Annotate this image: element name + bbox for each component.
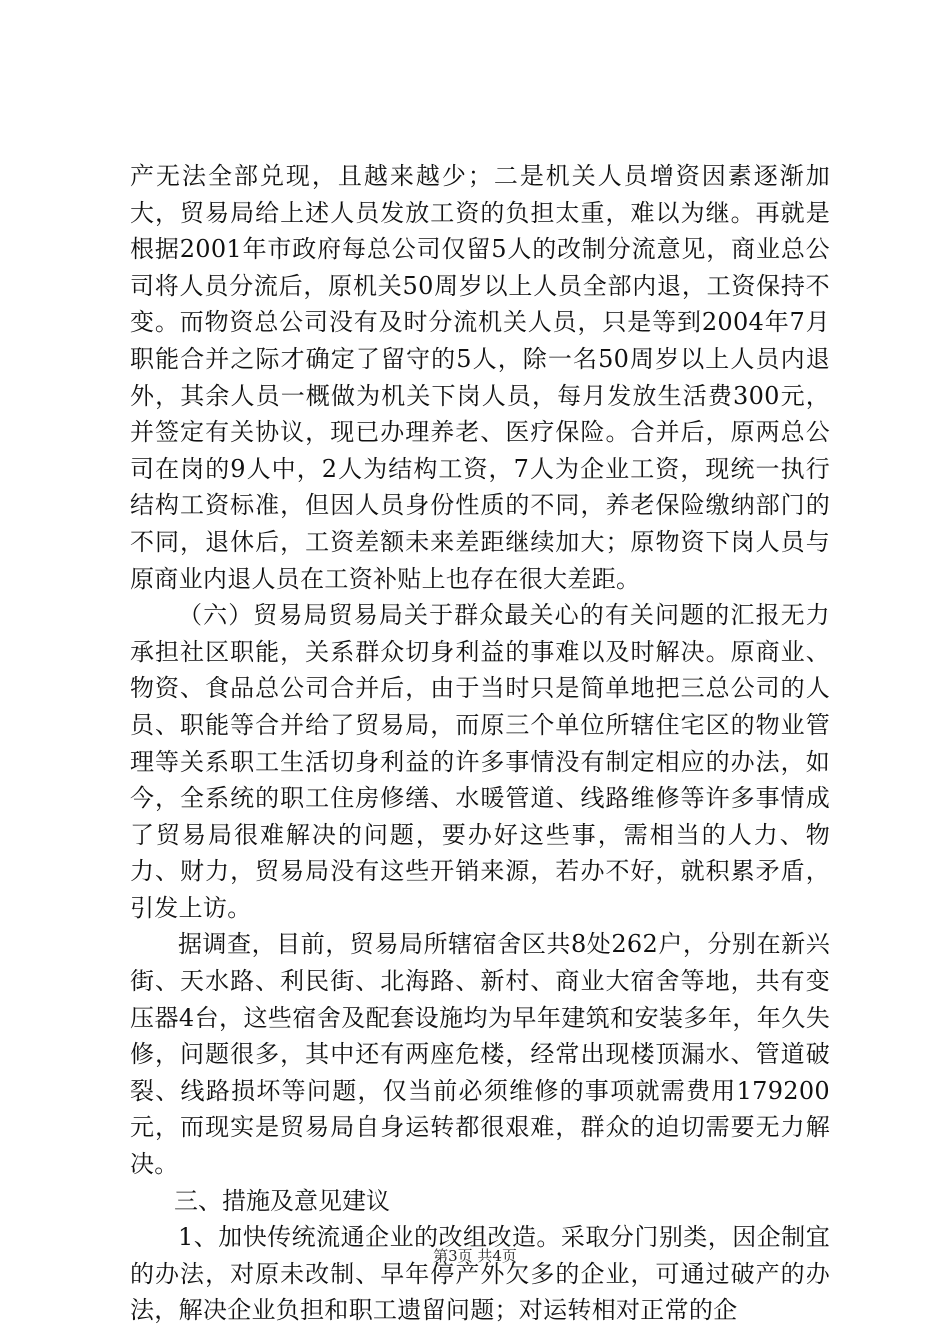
document-body	[130, 158, 830, 1329]
paragraph-dormitory-survey: 据调查，目前，贸易局所辖宿舍区共8处262户，分别在新兴街、天水路、利民街、北海路、新村、商业大宿舍等地，共有变压器4台，这些宿舍及配套设施均为早年建筑和安装多年，年久失修，问题很多，其中还有两座危楼，经常出现楼顶漏水、管道破裂、线路损坏等问题，仅当前必须维修的事项就需费用179200元，而现实是贸易局自身运转都很艰难，群众的迫切需要无力解决。	[130, 930, 830, 1179]
paragraph-community-duties: （六）贸易局贸易局关于群众最关心的有关问题的汇报无力承担社区职能，关系群众切身利益的事难以及时解决。原商业、物资、食品总公司合并后，由于当时只是简单地把三总公司的人员、职能等合并给了贸易局，而原三个单位所辖住宅区的物业管理等关系职工生活切身利益的许多事情没有制定相应的办法，如今，全系统的职工住房修缮、水暖管道、线路维修等许多事情成了贸易局很难解决的问题，要办好这些事，需相当的人力、物力、财力，贸易局没有这些开销来源，若办不好，就积累矛盾，引发上访。	[130, 601, 830, 922]
page-footer: 第3页 共4页	[433, 1247, 517, 1265]
paragraph-wage-gap: 产无法全部兑现，且越来越少；二是机关人员增资因素逐渐加大，贸易局给上述人员发放工资的负担太重，难以为继。再就是根据2001年市政府每总公司仅留5人的改制分流意见，商业总公司将人员分流后，原机关50周岁以上人员全部内退，工资保持不变。而物资总公司没有及时分流机关人员，只是等到2004年7月职能合并之际才确定了留守的5人，除一名50周岁以上人员内退外，其余人员一概做为机关下岗人员，每月发放生活费300元，并签定有关协议，现已办理养老、医疗保险。合并后，原两总公司在岗的9人中，2人为结构工资，7人为企业工资，现统一执行结构工资标准，但因人员身份性质的不同，养老保险缴纳部门的不同，退休后，工资差额未来差距继续加大；原物资下岗人员与原商业内退人员在工资补贴上也存在很大差距。	[130, 162, 830, 593]
paragraph-enterprise-reform: 1、加快传统流通企业的改组改造。采取分门别类，因企制宜的办法，对原未改制、早年停产外欠多的企业，可通过破产的办法，解决企业负担和职工遗留问题；对运转相对正常的企	[130, 1223, 830, 1325]
section-heading-measures: 三、措施及意见建议	[174, 1186, 390, 1215]
